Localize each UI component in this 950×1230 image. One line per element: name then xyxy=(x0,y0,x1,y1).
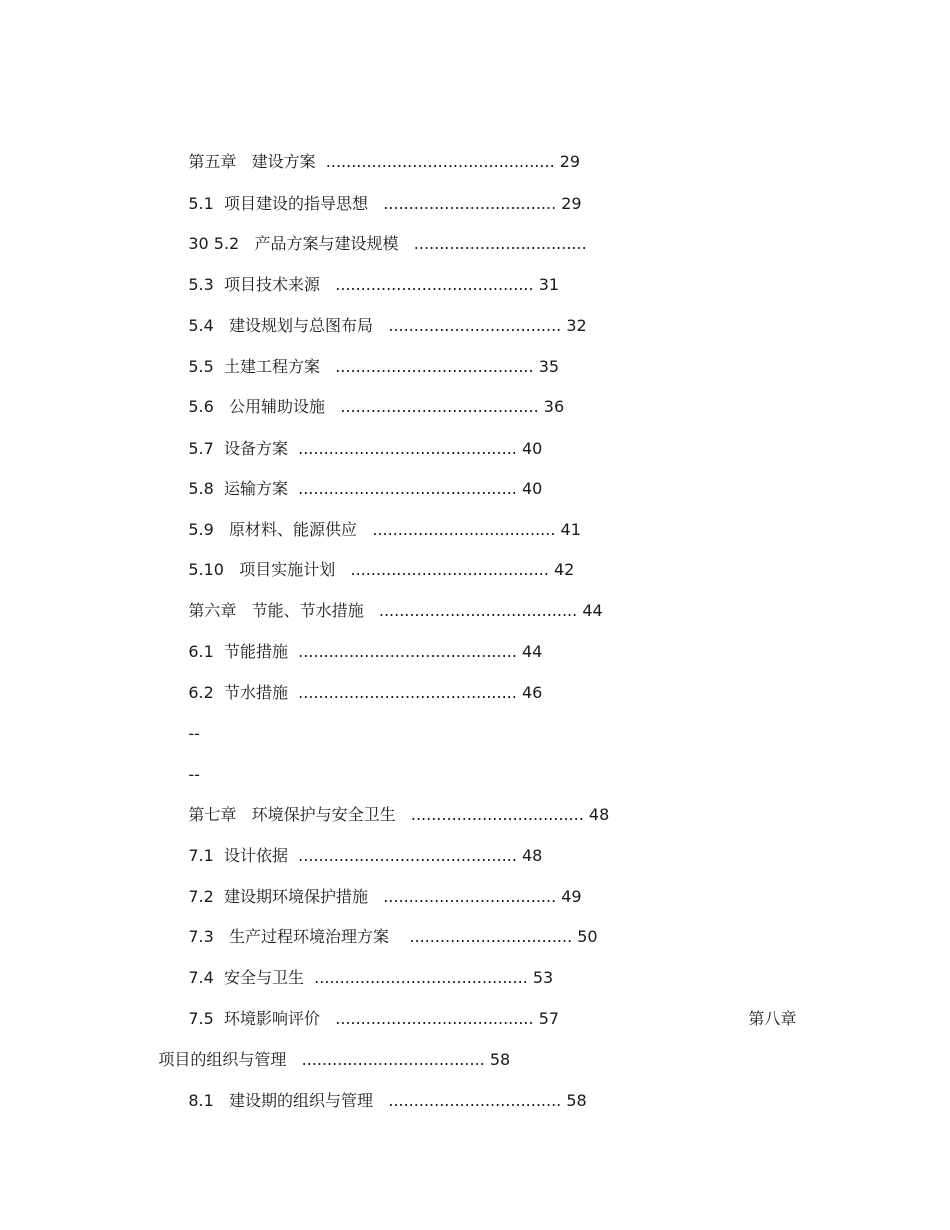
toc-title: 30 5.2 产品方案与建设规模 xyxy=(188,234,399,253)
toc-leader-dots: ....................................... xyxy=(335,275,534,294)
toc-page-number: 40 xyxy=(521,439,543,458)
toc-page-number: 50 xyxy=(577,927,598,946)
toc-page-number: 58 xyxy=(566,1091,587,1110)
toc-page-number: 35 xyxy=(538,357,560,376)
toc-title: 5.10 项目实施计划 xyxy=(188,560,336,579)
toc-page-number: 48 xyxy=(588,805,610,824)
toc-entry xyxy=(168,663,542,723)
toc-leader-dots: ................................ xyxy=(409,927,573,946)
toc-title: 第五章 建设方案 xyxy=(188,152,316,171)
toc-title: 5.6 公用辅助设施 xyxy=(188,397,326,416)
toc-leader-dots: .................................. xyxy=(388,316,562,335)
toc-leader-dots: ....................................... xyxy=(335,357,534,376)
toc-leader-dots: ........................................... xyxy=(298,683,517,702)
toc-leader-dots: ........................................... xyxy=(298,479,517,498)
toc-title: 7.4 安全与卫生 xyxy=(188,968,304,987)
toc-page-number: 32 xyxy=(566,316,587,335)
toc-title: 7.5 环境影响评价 xyxy=(188,1009,320,1028)
toc-leader-dots: ....................................... xyxy=(335,1009,534,1028)
toc-page-number: 40 xyxy=(521,479,543,498)
toc-page-number: 31 xyxy=(538,275,560,294)
toc-title: 5.5 土建工程方案 xyxy=(188,357,320,376)
toc-leader-dots: .................................... xyxy=(301,1050,485,1069)
toc-title: 7.1 设计依据 xyxy=(188,846,288,865)
toc-leader-dots: .................................. xyxy=(383,887,557,906)
toc-title: 5.7 设备方案 xyxy=(188,439,288,458)
toc-title: 6.1 节能措施 xyxy=(188,642,288,661)
toc-title: 第七章 环境保护与安全卫生 xyxy=(188,805,396,824)
toc-page-number: 41 xyxy=(560,520,581,539)
toc-page-number: 42 xyxy=(553,560,575,579)
toc-title: 5.8 运输方案 xyxy=(188,479,288,498)
chapter8-heading-fragment xyxy=(728,989,796,1049)
toc-leader-dots: ....................................... xyxy=(350,560,549,579)
toc-title: 第六章 节能、节水措施 xyxy=(188,601,364,620)
toc-page-number: 44 xyxy=(521,642,543,661)
toc-page-number: 36 xyxy=(543,397,565,416)
toc-leader-dots: ....................................... xyxy=(378,601,578,620)
toc-leader-dots: ........................................... xyxy=(298,642,517,661)
toc-page-number: 48 xyxy=(521,846,543,865)
toc-title: 6.2 节水措施 xyxy=(188,683,288,702)
toc-leader-dots: .......................................... xyxy=(314,968,528,987)
toc-leader-dots: .................................. xyxy=(383,194,557,213)
toc-leader-dots: .................................. xyxy=(413,234,587,253)
toc-title: 7.3 生产过程环境治理方案 xyxy=(188,927,390,946)
toc-leader-dots: ........................................... xyxy=(298,846,517,865)
toc-leader-dots: .................................... xyxy=(372,520,556,539)
toc-title: 5.3 项目技术来源 xyxy=(188,275,320,294)
toc-title: 5.9 原材料、能源供应 xyxy=(188,520,358,539)
toc-title: 5.4 建设规划与总图布局 xyxy=(188,316,374,335)
toc-page-number: 53 xyxy=(532,968,554,987)
chapter8-label: 第八章 xyxy=(748,1009,797,1028)
toc-entry xyxy=(168,1071,587,1131)
toc-page-number: 29 xyxy=(561,194,582,213)
toc-page-number: 29 xyxy=(559,152,581,171)
toc-page-number: 46 xyxy=(521,683,543,702)
toc-page-number: 57 xyxy=(538,1009,560,1028)
separator-text: -- xyxy=(188,724,200,743)
separator-text: -- xyxy=(188,765,200,784)
toc-leader-dots: .................................. xyxy=(388,1091,562,1110)
toc-title: 5.1 项目建设的指导思想 xyxy=(188,194,368,213)
toc-leader-dots: ........................................... xyxy=(298,439,517,458)
toc-page-number: 44 xyxy=(582,601,603,620)
toc-leader-dots: ............................................. xyxy=(325,152,555,171)
toc-title: 项目的组织与管理 xyxy=(158,1050,287,1069)
toc-page-number: 58 xyxy=(489,1050,511,1069)
toc-page-number: 49 xyxy=(561,887,582,906)
toc-title: 7.2 建设期环境保护措施 xyxy=(188,887,368,906)
toc-title: 8.1 建设期的组织与管理 xyxy=(188,1091,374,1110)
toc-leader-dots: ....................................... xyxy=(340,397,539,416)
toc-leader-dots: .................................. xyxy=(410,805,584,824)
